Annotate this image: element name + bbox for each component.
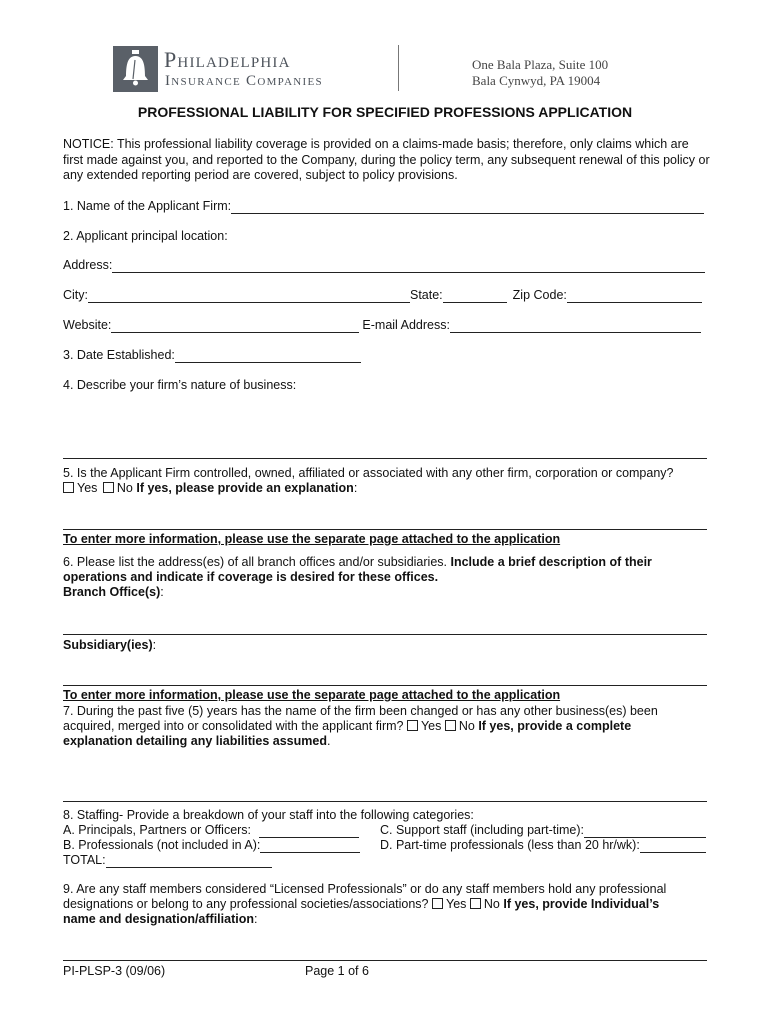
q5-colon: : — [353, 481, 358, 495]
question-5-options — [63, 481, 707, 496]
city-state-zip-row — [63, 288, 707, 303]
q9-bold-b: name and designation/affiliation — [63, 912, 254, 926]
zip-label: Zip Code: — [512, 288, 567, 302]
q6-text: 6. Please list the address(es) of all branch offices and/or subsidiaries. — [63, 555, 451, 569]
q7-yes-checkbox[interactable] — [407, 720, 418, 731]
question-7-line2 — [63, 719, 707, 734]
website-label: Website: — [63, 318, 112, 332]
company-address-line2: Bala Cynwyd, PA 19004 — [472, 73, 601, 88]
question-2-label: 2. Applicant principal location: — [63, 229, 228, 243]
company-subname: Insurance Companies — [165, 73, 323, 89]
staff-total-field[interactable] — [106, 854, 272, 868]
city-label: City: — [63, 288, 88, 302]
question-5-label: 5. Is the Applicant Firm controlled, owned, affiliated or associated with any other firm, corporation or company? — [63, 466, 674, 480]
question-3 — [63, 348, 707, 363]
question-8-label: 8. Staffing- Provide a breakdown of your staff into the following categories: — [63, 808, 474, 822]
q7-bold-b: explanation detailing any liabilities assumed — [63, 734, 327, 748]
subsidiaries-row — [63, 638, 707, 653]
email-field[interactable] — [450, 319, 701, 333]
question-4-label: 4. Describe your firm’s nature of business: — [63, 378, 297, 392]
question-6-line2 — [63, 570, 707, 585]
question-7-line3 — [63, 734, 707, 749]
staff-d-field[interactable] — [640, 839, 706, 853]
page-number: Page 1 of 6 — [305, 964, 369, 978]
staff-total-label: TOTAL: — [63, 853, 106, 867]
branch-office-label: Branch Office(s) — [63, 585, 161, 599]
q7-no-label: No — [458, 719, 475, 733]
q9-line2-text: designations or belong to any professional societies/associations? — [63, 897, 429, 911]
q5-yes-label: Yes — [77, 481, 98, 495]
staff-b-field[interactable] — [260, 839, 360, 853]
state-field[interactable] — [443, 289, 507, 303]
address-label: Address: — [63, 258, 113, 272]
subsidiaries-label: Subsidiary(ies) — [63, 638, 153, 652]
email-label: E-mail Address: — [362, 318, 450, 332]
logo — [113, 46, 158, 92]
q9-colon: : — [254, 912, 258, 926]
question-3-label: 3. Date Established: — [63, 348, 175, 362]
staff-c-field[interactable] — [584, 824, 706, 838]
q5-answer-line[interactable] — [63, 529, 707, 530]
q9-yes-label: Yes — [446, 897, 467, 911]
q6-bold-1: Include a brief description of their — [450, 555, 652, 569]
staffing-total-row — [63, 853, 707, 868]
question-9-line1: 9. Are any staff members considered “Licensed Professionals” or do any staff members hold any professional — [63, 882, 667, 896]
staff-b-label: B. Professionals (not included in A): — [63, 838, 261, 852]
q5-no-checkbox[interactable] — [103, 482, 114, 493]
more-info-note-1-text: To enter more information, please use the separate page attached to the application — [63, 532, 561, 546]
q7-answer-line[interactable] — [63, 801, 707, 802]
q9-bold-a: If yes, provide Individual’s — [503, 897, 660, 911]
question-7-line1: 7. During the past five (5) years has the name of the firm been changed or has any other business(es) been — [63, 704, 658, 718]
staff-d-label: D. Part-time professionals (less than 20 hr/wk): — [380, 838, 640, 852]
q7-no-checkbox[interactable] — [445, 720, 456, 731]
branch-colon: : — [160, 585, 164, 599]
zip-field[interactable] — [567, 289, 702, 303]
staffing-row-bd — [63, 838, 707, 853]
address-field[interactable] — [112, 259, 705, 273]
staff-c-label: C. Support staff (including part-time): — [380, 823, 585, 837]
footer-rule — [63, 960, 707, 961]
question-6-line1 — [63, 555, 707, 570]
q7-yes-label: Yes — [420, 719, 442, 733]
staffing-row-ac — [63, 823, 707, 838]
form-id: PI-PLSP-3 (09/06) — [63, 964, 166, 978]
q6-bold-2: operations and indicate if coverage is desired for these offices. — [63, 570, 439, 584]
question-9-line2 — [63, 897, 707, 912]
company-name: Philadelphia — [164, 47, 291, 72]
q7-bold-a: If yes, provide a complete — [478, 719, 632, 733]
q9-no-label: No — [483, 897, 500, 911]
notice-text: NOTICE: This professional liability coverage is provided on a claims-made basis; therefore, only claims which are first made against you, and reported to the Company, during the policy term, any subsequent renewal of this policy or any extended reporting period are covered, subject to policy provisions. — [63, 137, 710, 182]
q7-line2-text: acquired, merged into or consolidated with the applicant firm? — [63, 719, 404, 733]
staff-c — [380, 823, 706, 838]
subsidiaries-colon: : — [152, 638, 157, 652]
staff-a-label: A. Principals, Partners or Officers: — [63, 823, 252, 837]
question-1 — [63, 199, 707, 214]
liberty-bell-icon — [113, 46, 158, 92]
date-established-field[interactable] — [175, 349, 361, 363]
branch-office-row — [63, 585, 707, 600]
more-info-note-2 — [63, 688, 707, 703]
applicant-firm-name-field[interactable] — [231, 200, 704, 214]
more-info-note-1 — [63, 532, 707, 547]
staff-a-field[interactable] — [259, 824, 359, 838]
q9-no-checkbox[interactable] — [470, 898, 481, 909]
company-address-line1: One Bala Plaza, Suite 100 — [472, 57, 609, 72]
q5-no-label: No — [116, 481, 133, 495]
header-divider — [398, 45, 399, 91]
q5-explanation-prompt: If yes, please provide an explanation — [136, 481, 354, 495]
nature-of-business-answer-line[interactable] — [63, 458, 707, 459]
question-9-line3 — [63, 912, 707, 927]
subsidiaries-answer-line[interactable] — [63, 685, 707, 686]
website-email-row — [63, 318, 707, 333]
state-label: State: — [410, 288, 443, 302]
website-field[interactable] — [111, 319, 359, 333]
page-title: PROFESSIONAL LIABILITY FOR SPECIFIED PROFESSIONS APPLICATION — [137, 104, 633, 120]
more-info-note-2-text: To enter more information, please use the separate page attached to the application — [63, 688, 561, 702]
city-field[interactable] — [88, 289, 410, 303]
q7-period: . — [326, 734, 331, 748]
staff-d — [380, 838, 706, 853]
branch-office-answer-line[interactable] — [63, 634, 707, 635]
q9-yes-checkbox[interactable] — [432, 898, 443, 909]
address-row — [63, 258, 707, 273]
q5-yes-checkbox[interactable] — [63, 482, 74, 493]
question-1-label: 1. Name of the Applicant Firm: — [63, 199, 232, 213]
